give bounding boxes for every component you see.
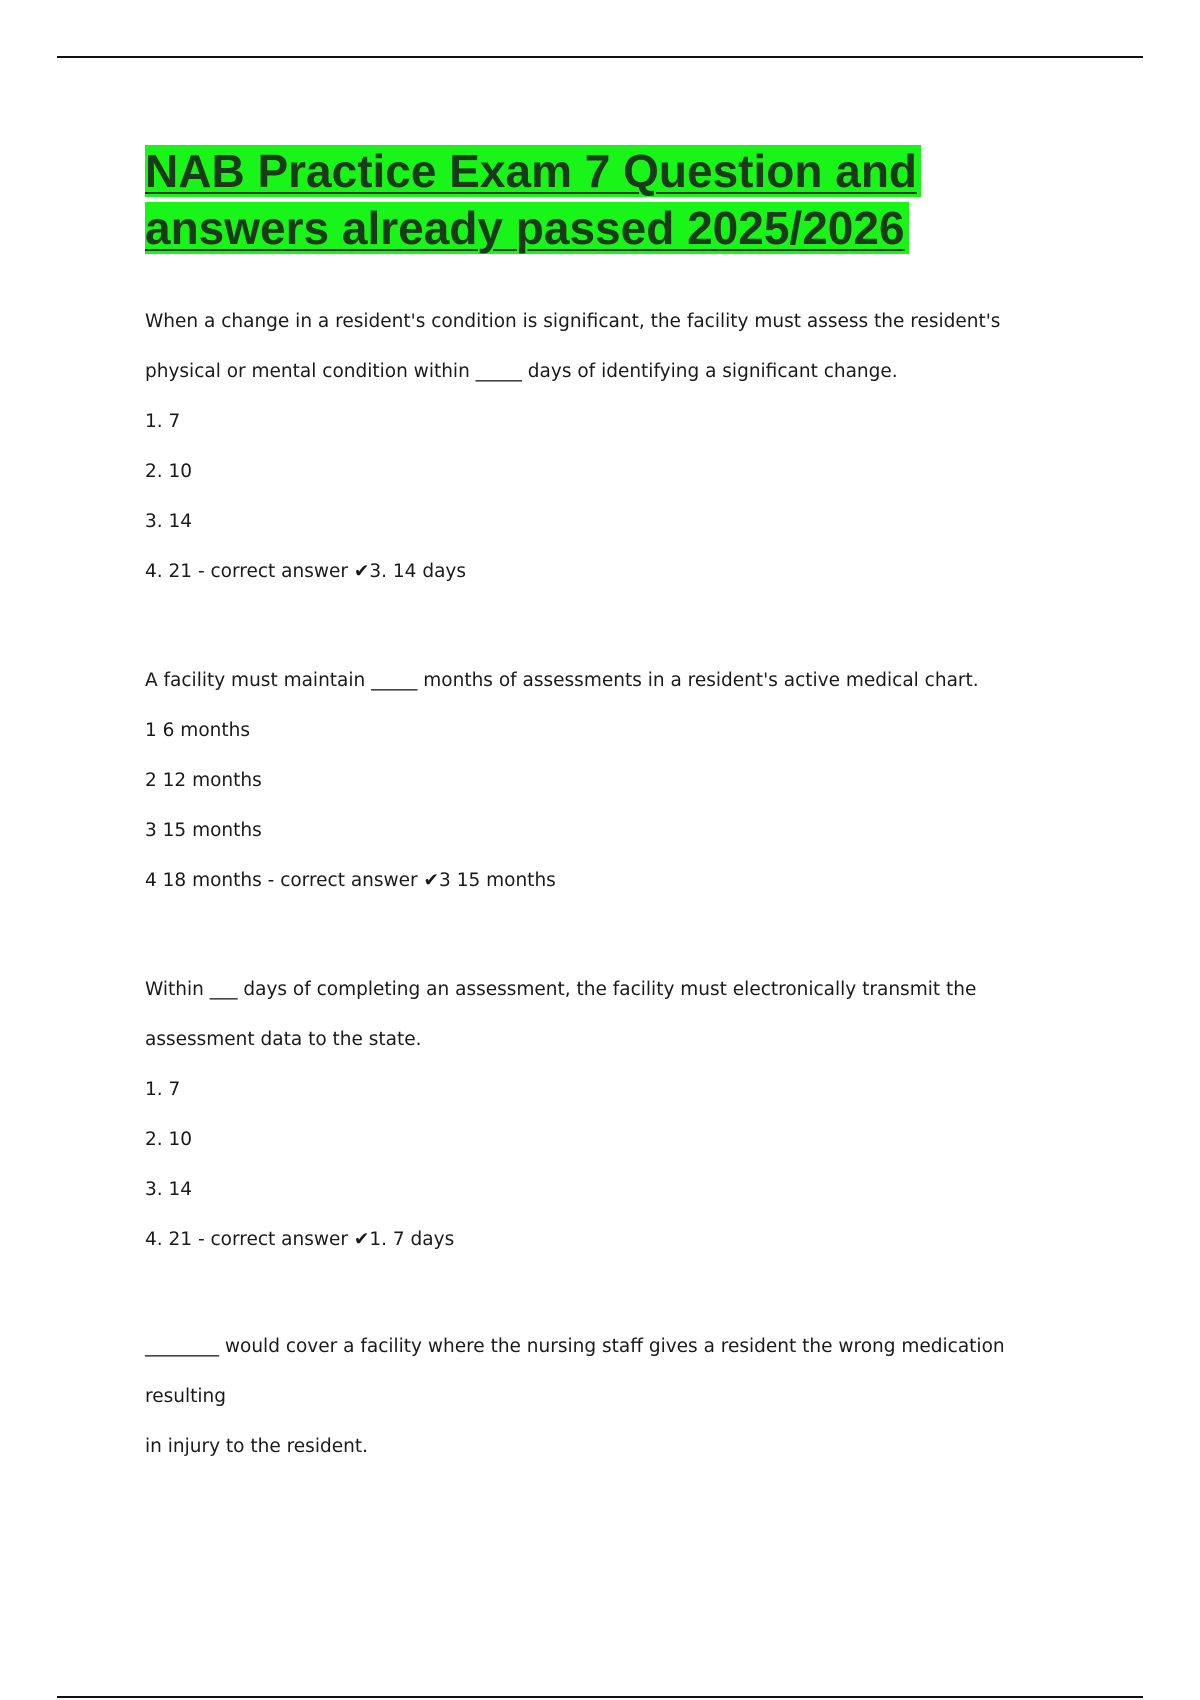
question-2: [145, 656, 1085, 906]
answer-option: 2. 10: [145, 461, 193, 482]
answer-option-with-correct-answer: 4. 21 - correct answer ✔1. 7 days: [145, 1229, 455, 1250]
answer-option: 1. 7: [145, 1079, 181, 1100]
question-prompt: Within ___ days of completing an assessment, the facility must electronically transmit the: [145, 979, 977, 1000]
answer-option: 1. 7: [145, 411, 181, 432]
answer-option: 3 15 months: [145, 820, 262, 841]
page-title: [145, 143, 975, 257]
question-prompt: ________ would cover a facility where the nursing staff gives a resident the wrong medication resulting: [145, 1336, 1005, 1407]
question-4: [145, 1322, 1085, 1472]
question-prompt: assessment data to the state.: [145, 1029, 422, 1050]
question-prompt: in injury to the resident.: [145, 1436, 368, 1457]
question-prompt: A facility must maintain _____ months of assessments in a resident's active medical chart.: [145, 670, 979, 691]
question-prompt: physical or mental condition within _____ days of identifying a significant change.: [145, 361, 898, 382]
answer-option: 2 12 months: [145, 770, 262, 791]
answer-option: 3. 14: [145, 1179, 193, 1200]
answer-option: 3. 14: [145, 511, 193, 532]
question-1: [145, 297, 1085, 597]
answer-option: 2. 10: [145, 1129, 193, 1150]
title-line-2: answers already passed 2025/2026: [145, 202, 909, 254]
footer-rule: [57, 1696, 1143, 1698]
header-rule: [57, 56, 1143, 58]
answer-option-with-correct-answer: 4. 21 - correct answer ✔3. 14 days: [145, 561, 466, 582]
question-3: [145, 965, 1085, 1265]
answer-option-with-correct-answer: 4 18 months - correct answer ✔3 15 months: [145, 870, 556, 891]
question-prompt: When a change in a resident's condition is significant, the facility must assess the resident's: [145, 311, 1001, 332]
title-line-1: NAB Practice Exam 7 Question and: [145, 145, 921, 197]
answer-option: 1 6 months: [145, 720, 250, 741]
